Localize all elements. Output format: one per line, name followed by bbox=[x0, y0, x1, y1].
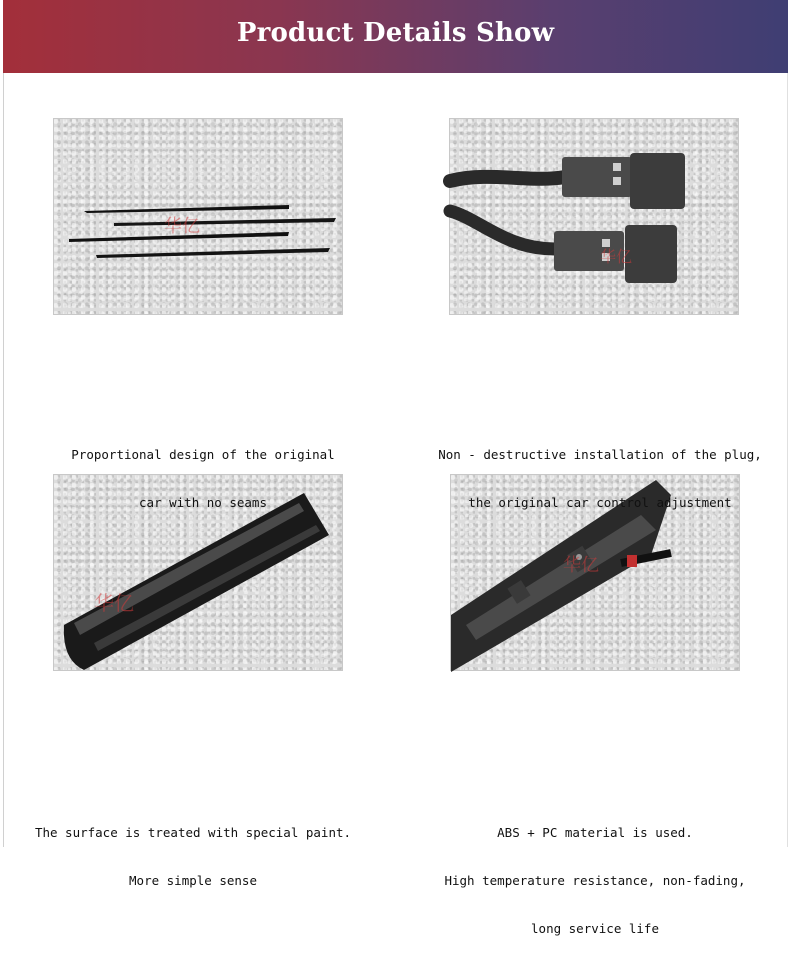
page-title: Product Details Show bbox=[236, 17, 555, 48]
caption-line: High temperature resistance, non-fading, bbox=[444, 873, 746, 888]
frame-border-left bbox=[3, 73, 4, 847]
caption-line: car with no seams bbox=[139, 495, 267, 510]
watermark-text: 华亿 bbox=[563, 555, 599, 576]
header-banner bbox=[3, 0, 788, 73]
watermark-text: 华亿 bbox=[94, 591, 134, 615]
caption-line: More simple sense bbox=[129, 873, 257, 888]
caption-line: Non - destructive installation of the plug, bbox=[438, 447, 762, 462]
caption-line: Proportional design of the original bbox=[71, 447, 335, 462]
caption-line: the original car control adjustment bbox=[468, 495, 732, 510]
caption-trim-strips bbox=[53, 415, 353, 527]
caption-strip-closeup bbox=[33, 793, 353, 905]
product-photo-trim-strips bbox=[53, 118, 343, 315]
watermark-text: 华亿 bbox=[600, 247, 633, 266]
caption-line: long service life bbox=[531, 921, 659, 936]
caption-line: ABS + PC material is used. bbox=[497, 825, 693, 840]
product-photo-wiring-plugs bbox=[449, 118, 739, 315]
caption-line: The surface is treated with special paint. bbox=[34, 825, 352, 840]
caption-strip-back bbox=[430, 793, 760, 953]
watermark-text: 华亿 bbox=[164, 216, 200, 237]
caption-wiring-plugs bbox=[430, 415, 770, 527]
